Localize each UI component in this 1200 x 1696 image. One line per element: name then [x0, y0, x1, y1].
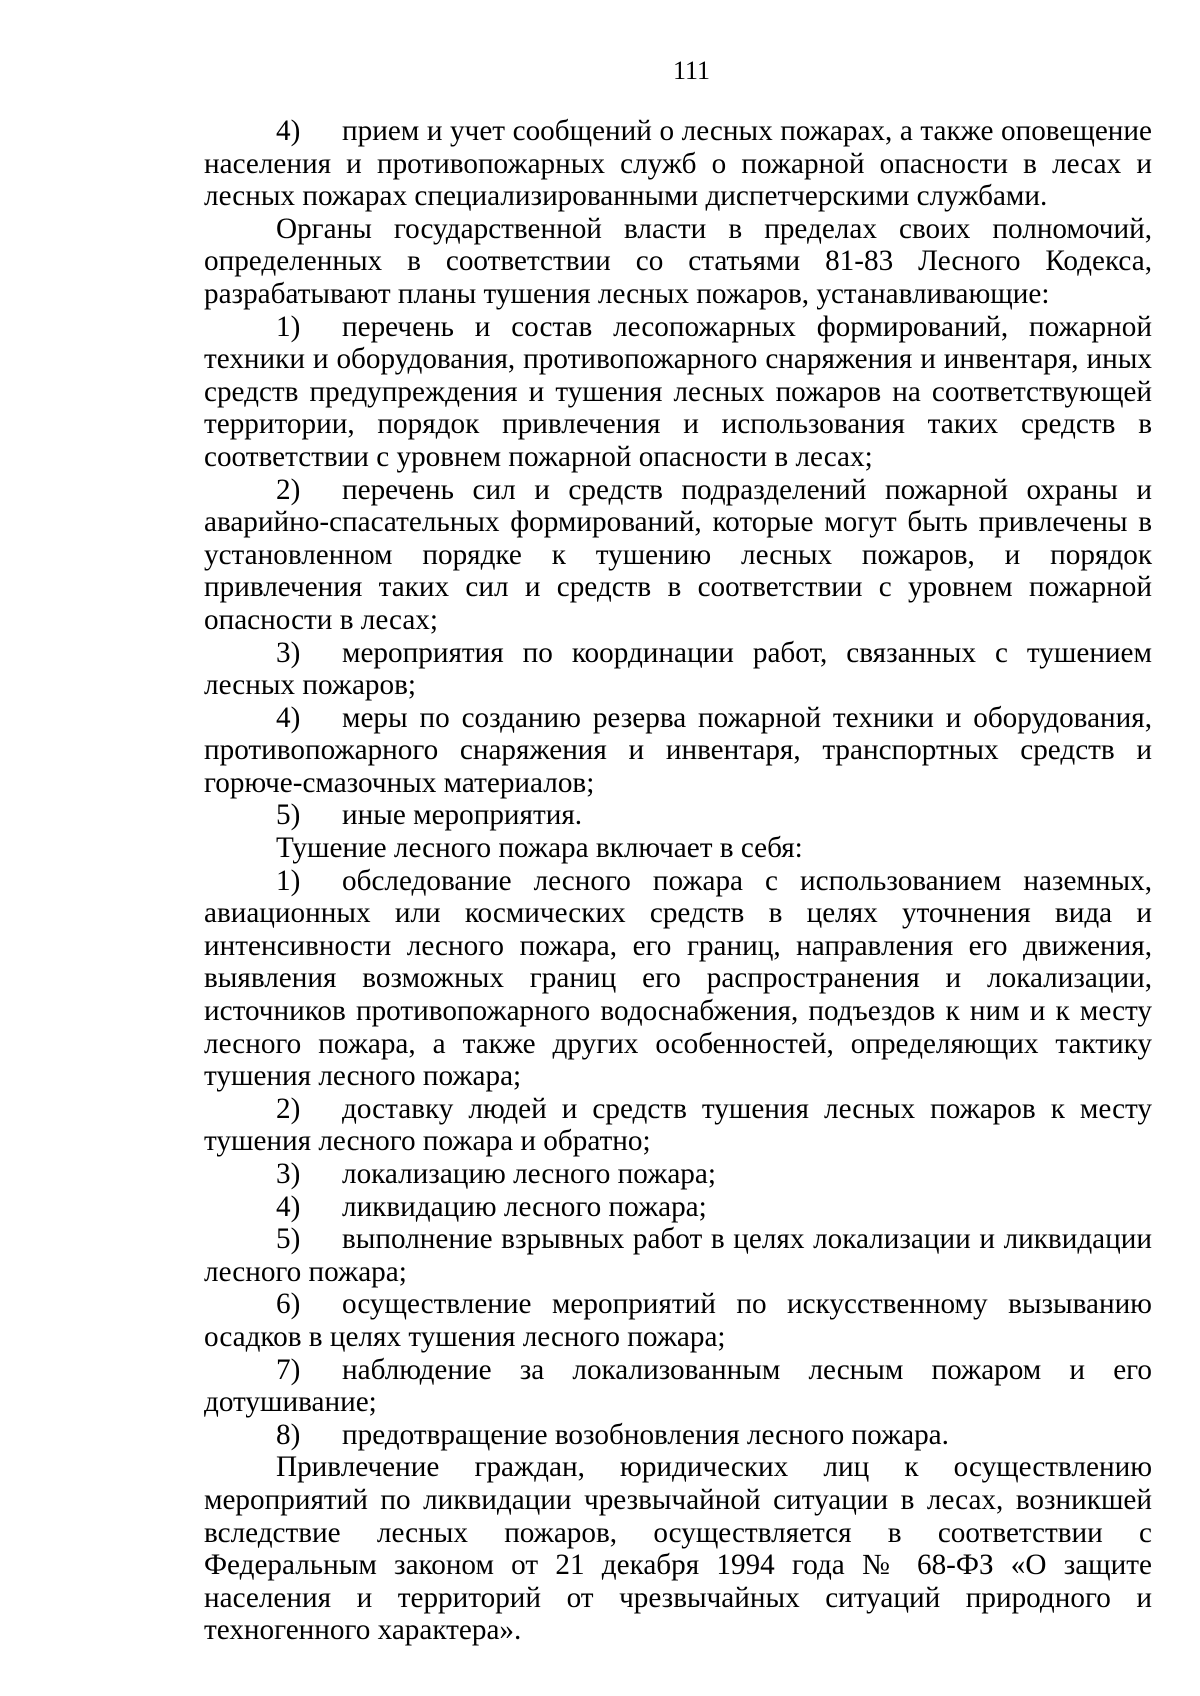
paragraph-text: осуществление мероприятий по искусственному вызыванию осадков в целях тушения лесного пожара;: [204, 1288, 1152, 1353]
item-number: 5): [276, 799, 301, 832]
item-number: 4): [276, 701, 301, 734]
paragraph: [204, 1451, 1152, 1647]
paragraph: [204, 1354, 1152, 1419]
page-number: 111: [672, 56, 711, 85]
paragraph: [204, 213, 1152, 311]
paragraph-text: предотвращение возобновления лесного пожара.: [342, 1418, 949, 1451]
item-number: 5): [276, 1223, 301, 1256]
paragraph-text: мероприятия по координации работ, связанных с тушением лесных пожаров;: [204, 636, 1152, 702]
paragraph-text: Тушение лесного пожара включает в себя:: [276, 832, 803, 865]
item-number: 3): [276, 1158, 301, 1190]
paragraph-text: меры по созданию резерва пожарной техники и оборудования, противопожарного снаряжения и инвентаря, транспортных средств и горюче-смазочных материалов;: [204, 701, 1152, 799]
paragraph: [204, 1419, 1152, 1452]
paragraph-text: перечень и состав лесопожарных формирований, пожарной техники и оборудования, противопожарного снаряжения и инвентаря, иных средств предупреждения и тушения лесных пожаров на соответствующей территории, порядок привлечения и использования таких средств в соответствии с уровнем пожарной опасности в лесах;: [204, 310, 1152, 473]
item-number: 4): [276, 115, 301, 147]
paragraph: [204, 1158, 1152, 1191]
paragraph-text: обследование лесного пожара с использованием наземных, авиационных или космических средств в целях уточнения вида и интенсивности лесного пожара, его границ, направления его движения, выявления возможных границ его распространения и локализации, источников противопожарного водоснабжения, подъездов к ним и к месту лесного пожара, а также других особенностей, определяющих тактику тушения лесного пожара;: [204, 864, 1152, 1093]
item-number: 8): [276, 1418, 301, 1451]
item-number: 6): [276, 1288, 301, 1321]
paragraph: [204, 311, 1152, 474]
paragraph: [204, 799, 1152, 832]
paragraph-text: Привлечение граждан, юридических лиц к осуществлению мероприятий по ликвидации чрезвычайной ситуации в лесах, возникшей вследствие лесных пожаров, осуществляется в соответствии с Федеральным законом от 21 декабря 1994 года № 68-ФЗ «О защите населения и территорий от чрезвычайных ситуаций природного и техногенного характера».: [204, 1451, 1152, 1647]
paragraph: [204, 1093, 1152, 1158]
item-number: 4): [276, 1190, 301, 1223]
paragraph: [204, 1223, 1152, 1288]
paragraph: [204, 865, 1152, 1093]
paragraph-text: иные мероприятия.: [342, 799, 583, 832]
paragraph-text: локализацию лесного пожара;: [342, 1158, 716, 1190]
paragraph: [204, 637, 1152, 702]
paragraph: [204, 115, 1152, 213]
document-body: [204, 115, 1152, 1647]
item-number: 1): [276, 310, 301, 343]
paragraph: [204, 832, 1152, 865]
paragraph: [204, 702, 1152, 800]
paragraph-text: перечень сил и средств подразделений пожарной охраны и аварийно-спасательных формирований, которые могут быть привлечены в установленном порядке к тушению лесных пожаров, и порядок привлечения таких сил и средств в соответствии с уровнем пожарной опасности в лесах;: [204, 473, 1152, 636]
paragraph-text: Органы государственной власти в пределах своих полномочий, определенных в соответствии со статьями 81-83 Лесного Кодекса, разрабатывают планы тушения лесных пожаров, устанавливающие:: [204, 212, 1152, 310]
paragraph: [204, 474, 1152, 637]
item-number: 7): [276, 1353, 301, 1386]
paragraph: [204, 1288, 1152, 1353]
paragraph-text: прием и учет сообщений о лесных пожарах, а также оповещение населения и противопожарных служб о пожарной опасности в лесах и лесных пожарах специализированными диспетчерскими службами.: [204, 115, 1152, 213]
item-number: 2): [276, 1092, 301, 1125]
item-number: 2): [276, 473, 301, 506]
paragraph-text: доставку людей и средств тушения лесных пожаров к месту тушения лесного пожара и обратно;: [204, 1092, 1152, 1158]
item-number: 3): [276, 636, 301, 669]
paragraph: [204, 1191, 1152, 1224]
paragraph-text: наблюдение за локализованным лесным пожаром и его дотушивание;: [204, 1353, 1152, 1419]
paragraph-text: ликвидацию лесного пожара;: [342, 1190, 707, 1223]
paragraph-text: выполнение взрывных работ в целях локализации и ликвидации лесного пожара;: [204, 1223, 1152, 1288]
item-number: 1): [276, 864, 301, 897]
